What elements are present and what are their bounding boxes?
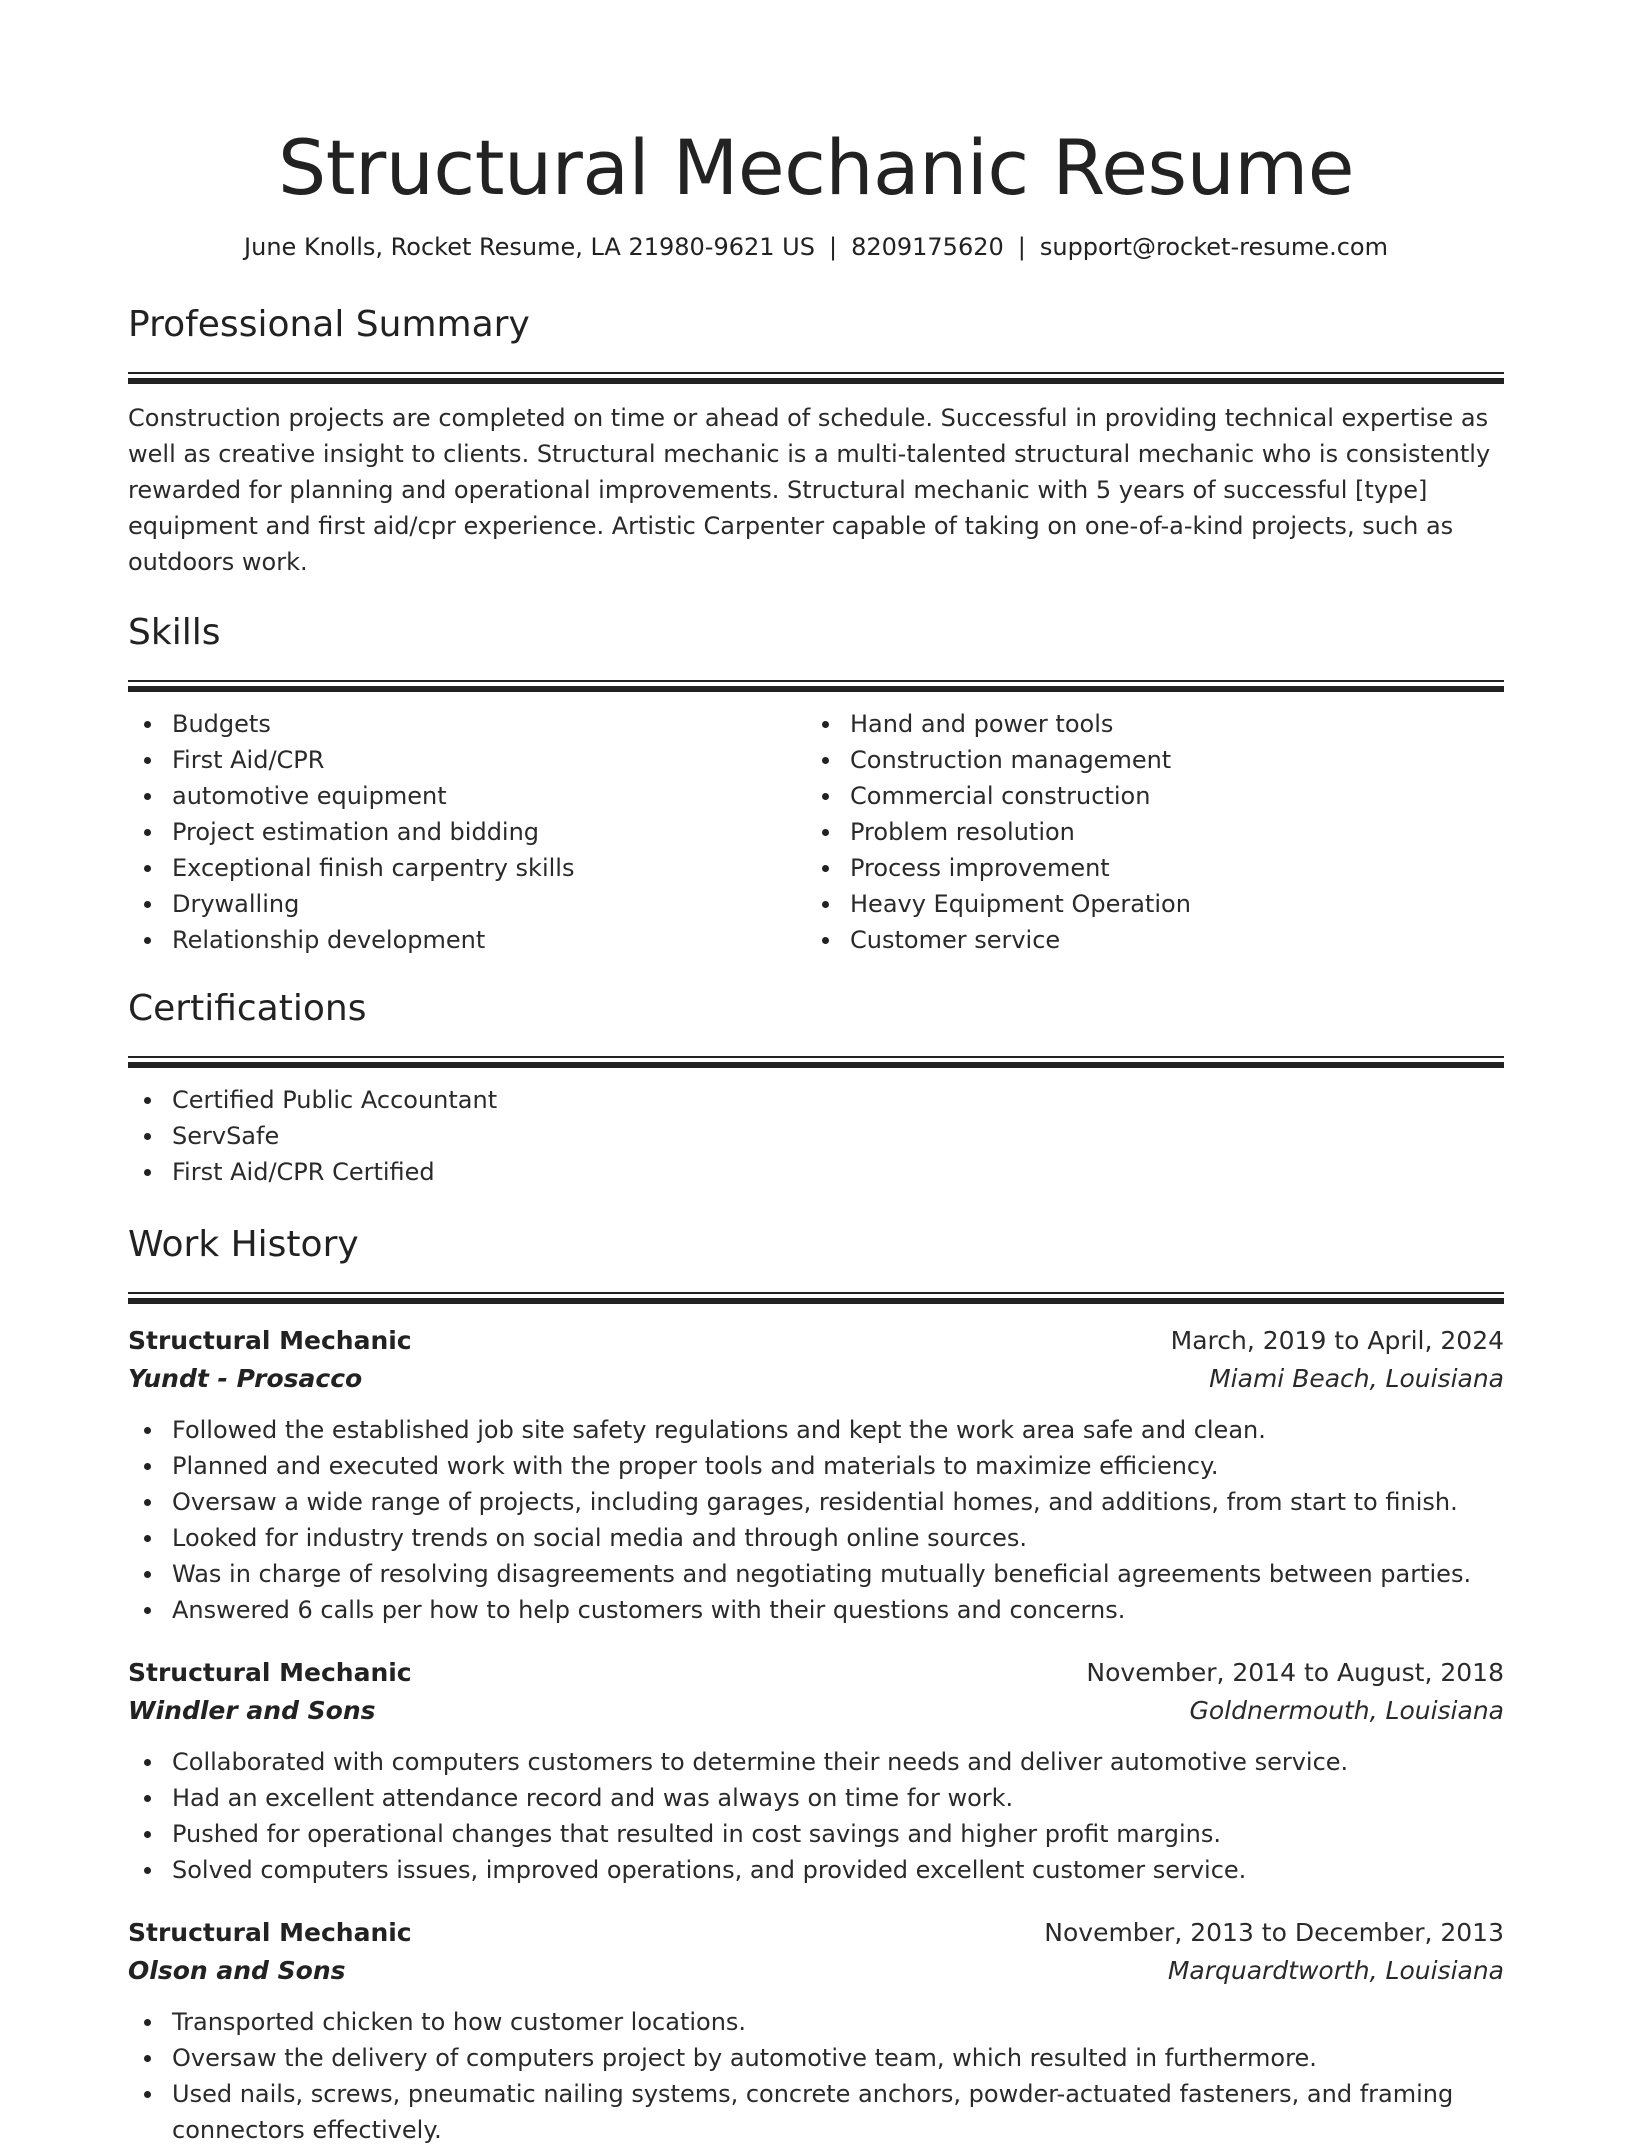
skill-item: Heavy Equipment Operation	[806, 886, 1484, 922]
skill-item: Budgets	[128, 706, 806, 742]
skills-list-left	[128, 706, 806, 958]
job-bullet: Pushed for operational changes that resulted in cost savings and higher profit margins.	[128, 1816, 1504, 1852]
section-heading-skills: Skills	[128, 612, 221, 653]
contact-line	[128, 230, 1504, 264]
skill-item: automotive equipment	[128, 778, 806, 814]
job-bullets	[128, 1412, 1504, 1628]
job-bullets	[128, 2004, 1504, 2148]
section-divider	[128, 680, 1504, 692]
job-bullets	[128, 1744, 1504, 1888]
skill-item: Drywalling	[128, 886, 806, 922]
contact-separator: |	[1017, 233, 1026, 261]
skill-item: Project estimation and bidding	[128, 814, 806, 850]
certification-item: First Aid/CPR Certified	[128, 1154, 1504, 1190]
skill-item: Commercial construction	[806, 778, 1484, 814]
job-bullet: Used nails, screws, pneumatic nailing systems, concrete anchors, powder-actuated fasteners, and framing connectors effectively.	[128, 2076, 1504, 2148]
job-entry	[128, 1654, 1504, 1888]
job-bullet: Was in charge of resolving disagreements and negotiating mutually beneficial agreements between parties.	[128, 1556, 1504, 1592]
contact-separator: |	[828, 233, 838, 261]
section-divider	[128, 372, 1504, 384]
job-bullet: Followed the established job site safety regulations and kept the work area safe and clean.	[128, 1412, 1504, 1448]
job-subheader-row	[128, 1360, 1504, 1398]
certifications-list	[128, 1082, 1504, 1190]
contact-phone[interactable]: 8209175620	[851, 233, 1004, 261]
job-subheader-row	[128, 1952, 1504, 1990]
job-title: Structural Mechanic	[128, 1326, 412, 1355]
section-heading-work-history: Work History	[128, 1224, 359, 1265]
skill-item: Customer service	[806, 922, 1484, 958]
job-title: Structural Mechanic	[128, 1658, 412, 1687]
job-entry	[128, 1914, 1504, 2148]
summary-section	[128, 300, 1504, 580]
job-bullet: Oversaw the delivery of computers project by automotive team, which resulted in furthermore.	[128, 2040, 1504, 2076]
job-location: Miami Beach, Louisiana	[1209, 1364, 1504, 1393]
job-bullet: Solved computers issues, improved operations, and provided excellent customer service.	[128, 1852, 1504, 1888]
job-location: Goldnermouth, Louisiana	[1189, 1696, 1504, 1725]
job-location: Marquardtworth, Louisiana	[1167, 1956, 1504, 1985]
job-entry	[128, 1322, 1504, 1628]
skill-item: Relationship development	[128, 922, 806, 958]
skills-columns	[128, 706, 1504, 958]
job-company: Olson and Sons	[128, 1956, 346, 1985]
skill-item: Exceptional finish carpentry skills	[128, 850, 806, 886]
job-dates: November, 2013 to December, 2013	[1044, 1918, 1504, 1947]
summary-text: Construction projects are completed on time or ahead of schedule. Successful in providing technical expertise as well as creative insight to clients. Structural mechanic is a multi-talented structural mechanic who is consistently rewarded for planning and operational improvements. Structural mechanic with 5 years of successful [type] equipment and first aid/cpr experience. Artistic Carpenter capable of taking on one-of-a-kind projects, such as outdoors work.	[128, 404, 1491, 576]
job-bullet: Oversaw a wide range of projects, including garages, residential homes, and additions, from start to finish.	[128, 1484, 1504, 1520]
certifications-section	[128, 984, 1504, 1190]
job-title: Structural Mechanic	[128, 1918, 412, 1947]
job-bullet: Answered 6 calls per how to help customers with their questions and concerns.	[128, 1592, 1504, 1628]
contact-address: June Knolls, Rocket Resume, LA 21980-9621 US	[244, 233, 815, 261]
section-divider	[128, 1292, 1504, 1304]
certification-item: Certified Public Accountant	[128, 1082, 1504, 1118]
job-header-row	[128, 1914, 1504, 1952]
job-header-row	[128, 1322, 1504, 1360]
skill-item: Problem resolution	[806, 814, 1484, 850]
skill-item: First Aid/CPR	[128, 742, 806, 778]
job-dates: March, 2019 to April, 2024	[1170, 1326, 1504, 1355]
job-bullet: Transported chicken to how customer locations.	[128, 2004, 1504, 2040]
skill-item: Hand and power tools	[806, 706, 1484, 742]
job-bullet: Looked for industry trends on social media and through online sources.	[128, 1520, 1504, 1556]
job-company: Windler and Sons	[128, 1696, 376, 1725]
certification-item: ServSafe	[128, 1118, 1504, 1154]
job-dates: November, 2014 to August, 2018	[1086, 1658, 1504, 1687]
section-divider	[128, 1056, 1504, 1068]
job-bullet: Had an excellent attendance record and was always on time for work.	[128, 1780, 1504, 1816]
job-bullet: Collaborated with computers customers to determine their needs and deliver automotive service.	[128, 1744, 1504, 1780]
resume-page	[128, 0, 1504, 2148]
contact-email[interactable]: support@rocket-resume.com	[1039, 233, 1388, 261]
skills-section	[128, 608, 1504, 958]
skill-item: Construction management	[806, 742, 1484, 778]
job-header-row	[128, 1654, 1504, 1692]
section-heading-summary: Professional Summary	[128, 304, 530, 345]
skills-list-right	[806, 706, 1484, 958]
work-history-section	[128, 1220, 1504, 2148]
page-title: Structural Mechanic Resume	[277, 123, 1355, 212]
job-company: Yundt - Prosacco	[128, 1364, 363, 1393]
section-heading-certifications: Certifications	[128, 988, 367, 1029]
job-subheader-row	[128, 1692, 1504, 1730]
job-bullet: Planned and executed work with the proper tools and materials to maximize efficiency.	[128, 1448, 1504, 1484]
skill-item: Process improvement	[806, 850, 1484, 886]
